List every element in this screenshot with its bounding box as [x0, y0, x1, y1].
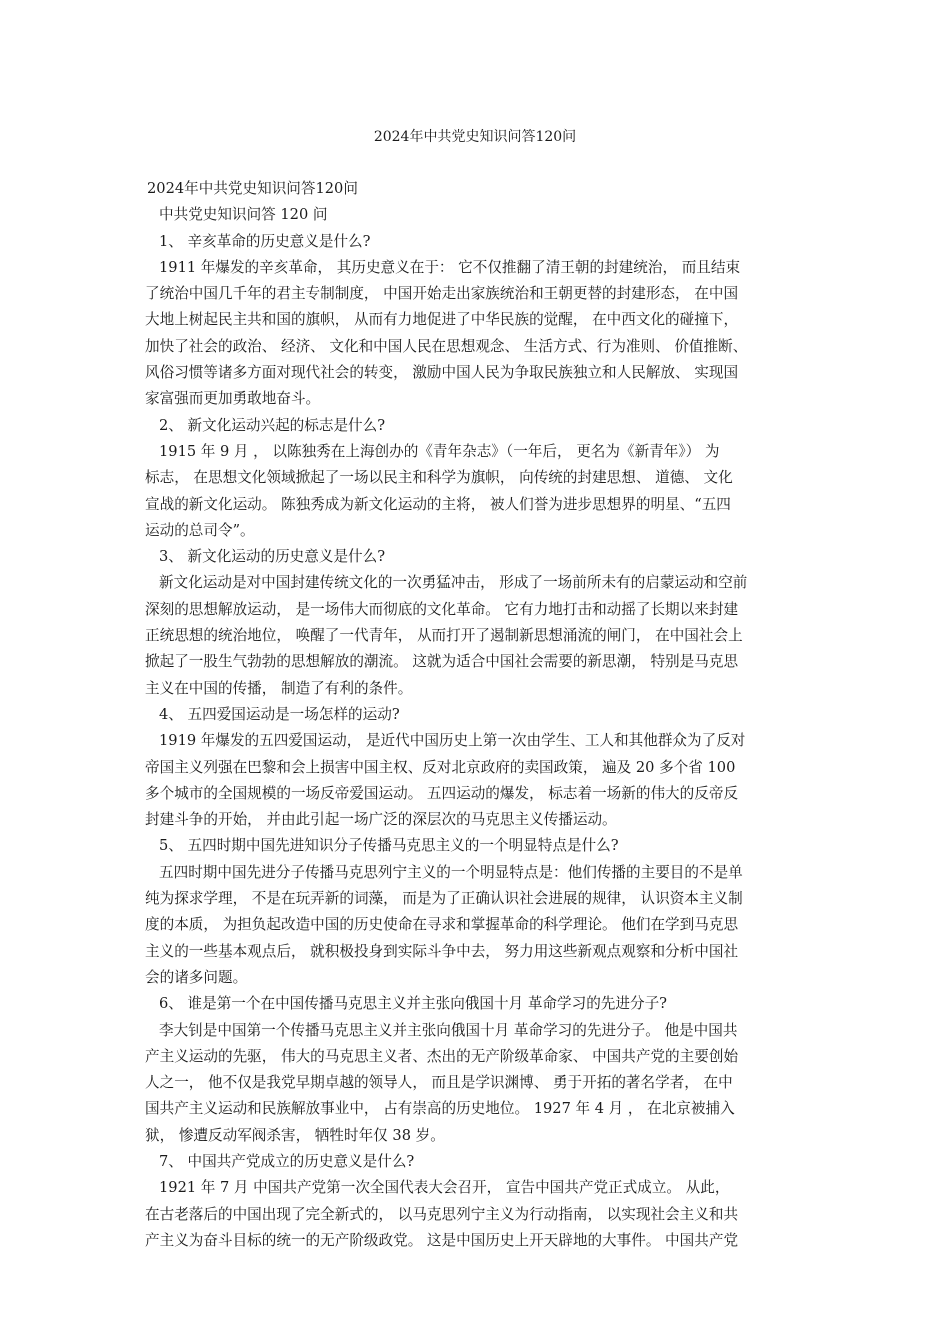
- answer-line: 1919 年爆发的五四爱国运动， 是近代中国历史上第一次由学生、工人和其他群众为了反对: [159, 732, 746, 750]
- document-subtitle: 2024年中共党史知识问答120问: [147, 180, 358, 197]
- answer-1: [145, 255, 813, 413]
- answer-line: 1921 年 7 月 中国共产党第一次全国代表大会召开， 宣告中国共产党正式成立。 从此，: [159, 1179, 730, 1197]
- answer-line: 深刻的思想解放运动， 是一场伟大而彻底的文化革命。 它有力地打击和动摇了长期以来封建: [145, 600, 739, 618]
- question-5: 5、 五四时期中国先进知识分子传播马克思主义的一个明显特点是什么?: [159, 837, 619, 855]
- answer-line: 度的本质， 为担负起改造中国的历史使命在寻求和掌握革命的科学理论。 他们在学到马克思: [145, 916, 739, 934]
- answer-6: [145, 1018, 813, 1149]
- answer-line: 国共产主义运动和民族解放事业中， 占有崇高的历史地位。 1927 年 4 月 ， 在北京被捕入: [145, 1100, 735, 1118]
- document-heading: 中共党史知识问答 120 问: [159, 206, 328, 224]
- question-1: 1、 辛亥革命的历史意义是什么?: [159, 232, 371, 250]
- answer-line: 纯为探求学理， 不是在玩弄新的词藻， 而是为了正确认识社会进展的规律， 认识资本主义制: [145, 890, 743, 908]
- answer-line: 加快了社会的政治、 经济、 文化和中国人民在思想观念、 生活方式、行为准则、 价值推断、: [145, 337, 748, 355]
- answer-line: 狱， 惨遭反动军阀杀害， 牺牲时年仅 38 岁。: [145, 1126, 445, 1144]
- answer-line: 大地上树起民主共和国的旗帜， 从而有力地促进了中华民族的觉醒， 在中西文化的碰撞下，: [145, 311, 739, 329]
- answer-5: [145, 860, 813, 991]
- answer-line: 1915 年 9 月 ， 以陈独秀在上海创办的《青年杂志》（一年后， 更名为《新青年》） 为: [159, 442, 720, 460]
- answer-line: 产主义运动的先驱， 伟大的马克思主义者、杰出的无产阶级革命家、 中国共产党的主要创始: [145, 1047, 739, 1065]
- answer-line: 封建斗争的开始， 并由此引起一场广泛的深层次的马克思主义传播运动。: [145, 811, 617, 829]
- answer-line: 主义的一些基本观点后， 就积极投身到实际斗争中去， 努力用这些新观点观察和分析中国社: [145, 942, 739, 960]
- answer-line: 掀起了一股生气勃勃的思想解放的潮流。 这就为适合中国社会需要的新思潮， 特别是马克思: [145, 653, 739, 671]
- answer-line: 帝国主义列强在巴黎和会上损害中国主权、反对北京政府的卖国政策， 遍及 20 多个省 100: [145, 758, 736, 776]
- answer-line: 主义在中国的传播， 制造了有利的条件。: [145, 679, 413, 697]
- answer-line: 运动的总司令”。: [145, 521, 255, 539]
- answer-line: 家富强而更加勇敢地奋斗。: [145, 390, 321, 408]
- answer-line: 会的诸多问题。: [145, 968, 248, 986]
- answer-line: 在古老落后的中国出现了完全新式的， 以马克思列宁主义为行动指南， 以实现社会主义和共: [145, 1205, 739, 1223]
- answer-7: [145, 1175, 813, 1254]
- question-2: 2、 新文化运动兴起的标志是什么?: [159, 416, 386, 434]
- answer-line: 人之一， 他不仅是我党早期卓越的领导人， 而且是学识渊博、 勇于开拓的著名学者， 在中: [145, 1074, 733, 1092]
- answer-line: 了统治中国几千年的君主专制制度， 中国开始走出家族统治和王朝更替的封建形态， 在中国: [145, 285, 739, 303]
- answer-line: 李大钊是中国第一个传播马克思主义并主张向俄国十月 革命学习的先进分子。 他是中国共: [159, 1021, 738, 1039]
- answer-line: 正统思想的统治地位， 唤醒了一代青年， 从而打开了遏制新思想涌流的闸门， 在中国社会上: [145, 627, 743, 645]
- question-4: 4、 五四爱国运动是一场怎样的运动?: [159, 705, 400, 723]
- answer-4: [145, 728, 813, 833]
- question-3: 3、 新文化运动的历史意义是什么?: [159, 548, 386, 566]
- answer-line: 宣战的新文化运动。 陈独秀成为新文化运动的主将， 被人们誉为进步思想界的明星、“五四: [145, 495, 731, 513]
- question-7: 7、 中国共产党成立的历史意义是什么?: [159, 1152, 415, 1170]
- answer-line: 新文化运动是对中国封建传统文化的一次勇猛冲击， 形成了一场前所未有的启蒙运动和空前: [159, 574, 748, 592]
- answer-line: 五四时期中国先进分子传播马克思列宁主义的一个明显特点是：他们传播的主要目的不是单: [159, 863, 743, 881]
- qa-list: [145, 229, 813, 1255]
- page-title: 2024年中共党史知识问答120问: [373, 129, 577, 145]
- answer-line: 1911 年爆发的辛亥革命， 其历史意义在于： 它不仅推翻了清王朝的封建统治， 而且结束: [159, 258, 741, 276]
- answer-line: 标志， 在思想文化领域掀起了一场以民主和科学为旗帜， 向传统的封建思想、 道德、 文化: [145, 469, 733, 487]
- answer-2: [145, 439, 813, 544]
- answer-line: 风俗习惯等诸多方面对现代社会的转变， 激励中国人民为争取民族独立和人民解放、 实现国: [145, 364, 739, 382]
- document-body: [145, 176, 813, 1254]
- answer-3: [145, 570, 813, 701]
- question-6: 6、 谁是第一个在中国传播马克思主义并主张向俄国十月 革命学习的先进分子?: [159, 995, 667, 1013]
- answer-line: 产主义为奋斗目标的统一的无产阶级政党。 这是中国历史上开天辟地的大事件。 中国共产党: [145, 1231, 739, 1249]
- answer-line: 多个城市的全国规模的一场反帝爱国运动。 五四运动的爆发， 标志着一场新的伟大的反帝反: [145, 784, 739, 802]
